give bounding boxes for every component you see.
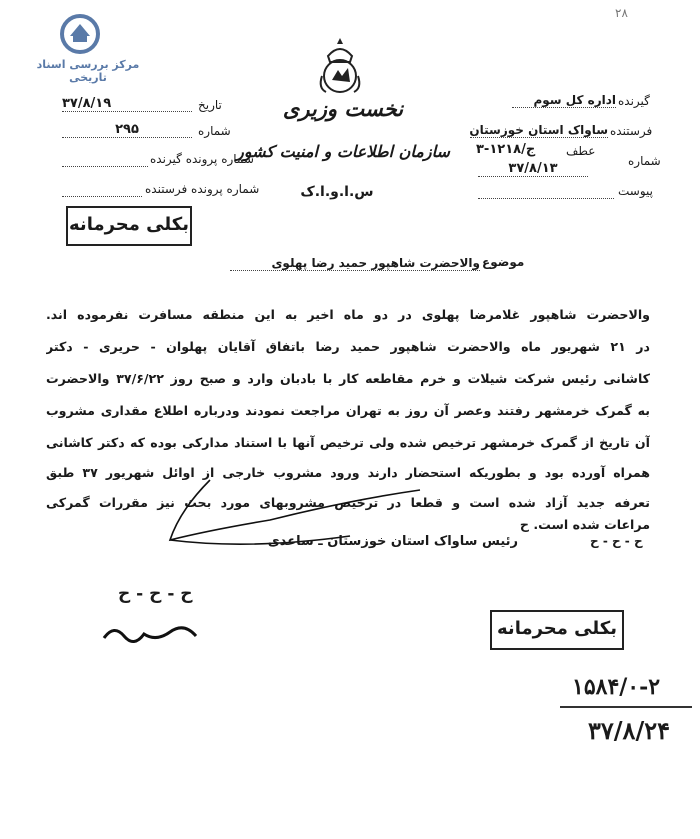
archive-logo-icon	[60, 14, 100, 54]
number-value-right: ۳۷/۸/۱۳	[478, 161, 588, 177]
recipient-file-label: شماره پرونده گیرنده	[150, 152, 254, 166]
handwritten-note: ح - ح - ح	[118, 584, 193, 604]
watermark-text: مرکز بررسی اسناد تاریخی	[36, 58, 140, 84]
body-line: مراعات شده است. ح	[519, 517, 650, 532]
signature-line: رئیس ساواک استان خوزستان ـ ساعدی	[267, 534, 518, 549]
body-line: کاشانی رئیس شرکت شیلات و خرم مقاطعه کار با بادبان وارد و صبح روز ۳۷/۶/۲۲ والاحضرت	[46, 371, 650, 386]
body-line: تعرفه جدید آزاد شده است و قطعا در ترخیص مشروبهای مورد بحث نیز مقررات گمرکی	[46, 495, 650, 510]
archive-date: ۳۷/۸/۲۴	[588, 716, 670, 745]
archive-divider	[560, 706, 692, 708]
subject-label: موضوع	[482, 255, 525, 269]
archive-number: ۱۵۸۴/۰-۲	[572, 674, 661, 700]
classification-stamp-bottom: بکلی محرمانه	[490, 610, 624, 650]
handwritten-initials	[100, 620, 200, 646]
number-label-right: شماره	[628, 154, 661, 168]
recipient-file-line	[62, 166, 148, 167]
imperial-crown-emblem-icon	[312, 36, 368, 98]
recipient-value: اداره کل سوم	[512, 93, 616, 108]
reference-mark: ح - ح - ح	[590, 534, 643, 548]
letterhead-line3: س.ا.و.ا.ک	[300, 184, 374, 200]
body-line: آن تاریخ از گمرک خرمشهر ترخیص شده ولی ترخیص آنها با استناد مدارکی بوده که دکتر کاشانی	[46, 435, 650, 450]
subject-text: والاحضرت شاهپور حمید رضا پهلوی	[230, 256, 480, 271]
date-value: ۳۷/۸/۱۹	[62, 96, 192, 112]
date-label: تاریخ	[198, 98, 222, 112]
ref-value: ۳-۱۲۱۸/ج	[476, 142, 536, 157]
sender-file-line	[62, 196, 142, 197]
body-line: والاحضرت شاهپور غلامرضا پهلوی در دو ماه اخیر به این منطقه مسافرت نفرموده اند.	[46, 307, 650, 322]
sender-file-label: شماره پرونده فرستنده	[145, 182, 260, 196]
number-label-left: شماره	[198, 124, 231, 138]
classification-stamp-top: بکلی محرمانه	[66, 206, 192, 246]
body-line: در ۲۱ شهریور ماه والاحضرت شاهپور حمید رضا باتفاق آقایان پهلوان - حریری - دکتر	[46, 339, 650, 354]
sender-value: ساواک استان خوزستان	[469, 123, 608, 137]
letterhead-line1: نخست وزیری	[282, 96, 404, 121]
attachment-line	[478, 198, 614, 199]
recipient-label: گیرنده	[618, 94, 650, 108]
body-line: همراه آورده بود و بطوریکه استحضار دارند ورود مشروب خارجی از اوائل شهریور ۳۷ طبق	[46, 465, 650, 480]
letterhead-line2: سازمان اطلاعات و امنیت کشور	[236, 142, 450, 161]
number-value-left: ۲۹۵	[62, 122, 192, 138]
attachment-label: پیوست	[618, 184, 653, 198]
sender-label: فرستنده	[610, 124, 653, 138]
corner-number: ۲۸	[615, 6, 628, 20]
ref-label: عطف	[566, 144, 596, 158]
body-line: به گمرک خرمشهر رفتند وعصر آن روز به تهران مراجعت نمودند ودرباره اطلاع مقداری مشروب	[46, 403, 650, 418]
